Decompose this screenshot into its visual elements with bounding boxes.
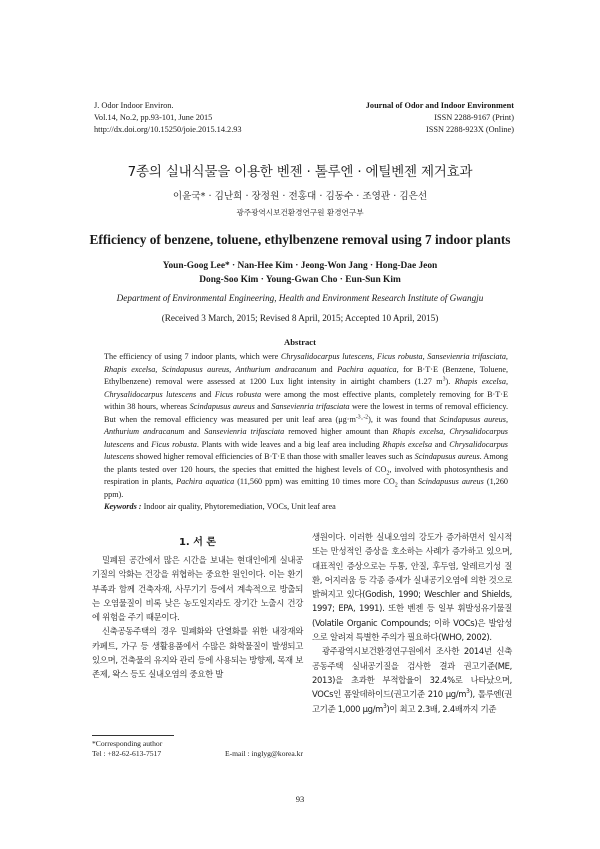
affiliation-korean: 광주광역시보건환경연구원 환경연구부 xyxy=(236,208,364,217)
journal-name: Journal of Odor and Indoor Environment xyxy=(365,101,514,110)
intro-paragraph-1: 밀폐된 공간에서 많은 시간을 보내는 현대인에게 실내공기질의 악화는 건강을 위협하는 중요한 원인이다. 이는 환기 부족과 함께 건축자재, 사무기기 등에서 계속적으로 방출되는 오염물질이 비록 낮은 농도일지라도 장기간 노출시 건강에 위험을 주기 때문이다. xyxy=(92,555,303,623)
keywords-label: Keywords : xyxy=(104,502,142,511)
doi-link[interactable]: http://dx.doi.org/10.15250/joie.2015.14.2.93 xyxy=(94,125,242,134)
corresponding-author-footnote xyxy=(92,739,303,759)
body-column-right xyxy=(312,530,512,716)
keywords-line xyxy=(104,502,508,511)
abstract-body: The efficiency of using 7 indoor plants, which were Chrysalidocarpus lutescens, Ficus robusta, Sansevienria trifasciata, Rhapis excelsa, Scindapusus aureus, Anthurium andracanum and Pachira aquatica, for B·T·E (Benzene, Toluene, Ethylbenzene) removal were assessed at 1200 Lux light intensity in airtight chambers (1.27 $m^3$). Rhapis excelsa, Chrysalidocarpus lutescens and Ficus robusta were among the most effective plants, completely removing for B·T·E within 38 hours, whereas Scindapusus aureus and Sansevienria trifasciata were the lowest in terms of removal efficiency. But when the removal efficiency was measured per unit leaf area $(\mu g\cdot m^{-3}\cdot^{-2})$, it was found that Scindapusus aureus, Anthurium andracanum and Sansevienria trifasciata removed higher amount than Rhapis excelsa, Chrysalidocarpus lutescens and Ficus robusta. Plants with wide leaves and a big leaf area including Rhapis excelsa and Chrysalidocarpus lutescens showed higher removal efficiencies of B·T·E than those with smaller leaves such as Scindapusus aureus. Among the plants tested over 120 hours, the species that emitted the highest levels of $CO_2$, involved with photosynthesis and respiration in plants, Pachira aquatica (11,560 ppm) was emitting 10 times more $CO_2$ than Scindapusus aureus (1,260 ppm). xyxy=(104,352,509,500)
issn-print: ISSN 2288-9167 (Print) xyxy=(434,113,514,122)
corresponding-author-label: *Corresponding author xyxy=(92,739,163,748)
page-number: 93 xyxy=(295,794,305,804)
issn-online: ISSN 2288-923X (Online) xyxy=(425,125,514,134)
title-korean: 7종의 실내식물을 이용한 벤젠 · 톨루엔 · 에틸벤젠 제거효과 xyxy=(127,164,473,180)
authors-english-line1: Youn-Goog Lee* · Nan-Hee Kim · Jeong-Won Jang · Hong-Dae Jeon xyxy=(162,261,438,271)
author-phone: Tel : +82-62-613-7517 xyxy=(92,749,162,758)
authors-english-line2: Dong-Soo Kim · Young-Gwan Cho · Eun-Sun Kim xyxy=(199,275,401,285)
footnote-rule xyxy=(92,735,174,736)
journal-abbrev: J. Odor Indoor Environ. xyxy=(94,101,174,110)
intro-paragraph-2: 신축공동주택의 경우 밀폐화와 단열화를 위한 내장재와 카페트, 가구 등 생활용품에서 수많은 화학물질이 발생되고 있으며, 건축물의 유지와 관리 등에 사용되는 방향제, 목재 보존제, 왁스 등도 실내오염의 중요한 발 xyxy=(92,626,303,680)
running-header-right xyxy=(366,100,514,136)
intro-paragraph-3: 광주광역시보건환경연구원에서 조사한 2014년 신축 공동주택 실내공기질을 검사한 결과 권고기준(ME, 2013)을 초과한 부적합율이 32.4%로 나타났으며, VOCs인 폼알데하이드(권고기준 210 $\mu g/m^3$), 톨루엔(권고기준 1,000 $\mu g/m^3$)이 최고 2.3배, 2.4배까지 기준 xyxy=(312,646,512,714)
authors-english xyxy=(0,259,600,287)
affiliation-english: Department of Environmental Engineering, Health and Environment Research Institute of Gwangju xyxy=(116,293,484,303)
running-header-left xyxy=(94,100,242,136)
section-heading-introduction: 1. 서 론 xyxy=(178,537,217,548)
authors-korean: 이윤국* · 김난희 · 장정원 · 전홍대 · 김동수 · 조영관 · 김은선 xyxy=(172,191,428,202)
title-english: Efficiency of benzene, toluene, ethylbenzene removal using 7 indoor plants xyxy=(89,232,511,247)
volume-info: Vol.14, No.2, pp.93-101, June 2015 xyxy=(94,113,213,122)
intro-paragraph-continued: 생원이다. 이러한 실내오염의 강도가 증가하면서 일시적 또는 만성적인 증상을 호소하는 사례가 증가하고 있으며, 대표적인 증상으로는 두통, 안질, 후두염, 알레르기성 질환, 어지러움 등 각종 증세가 실내공기오염에 의한 것으로 밝혀지고 있다(Godish, 1990; Weschler and Shields, 1997; EPA, 1991). 또한 벤젠 등 일부 휘발성유기물질(Volatile Organic Compounds; 이하 VOCs)은 발암성으로 알려져 특별한 주의가 필요하다(WHO, 2002). xyxy=(312,532,512,643)
received-dates: (Received 3 March, 2015; Revised 8 April, 2015; Accepted 10 April, 2015) xyxy=(161,313,439,323)
abstract-heading: Abstract xyxy=(284,337,316,347)
body-column-left xyxy=(92,553,303,682)
keywords-text: Indoor air quality, Phytoremediation, VOCs, Unit leaf area xyxy=(141,502,336,511)
author-email[interactable]: E-mail : inglyg@korea.kr xyxy=(224,749,303,758)
